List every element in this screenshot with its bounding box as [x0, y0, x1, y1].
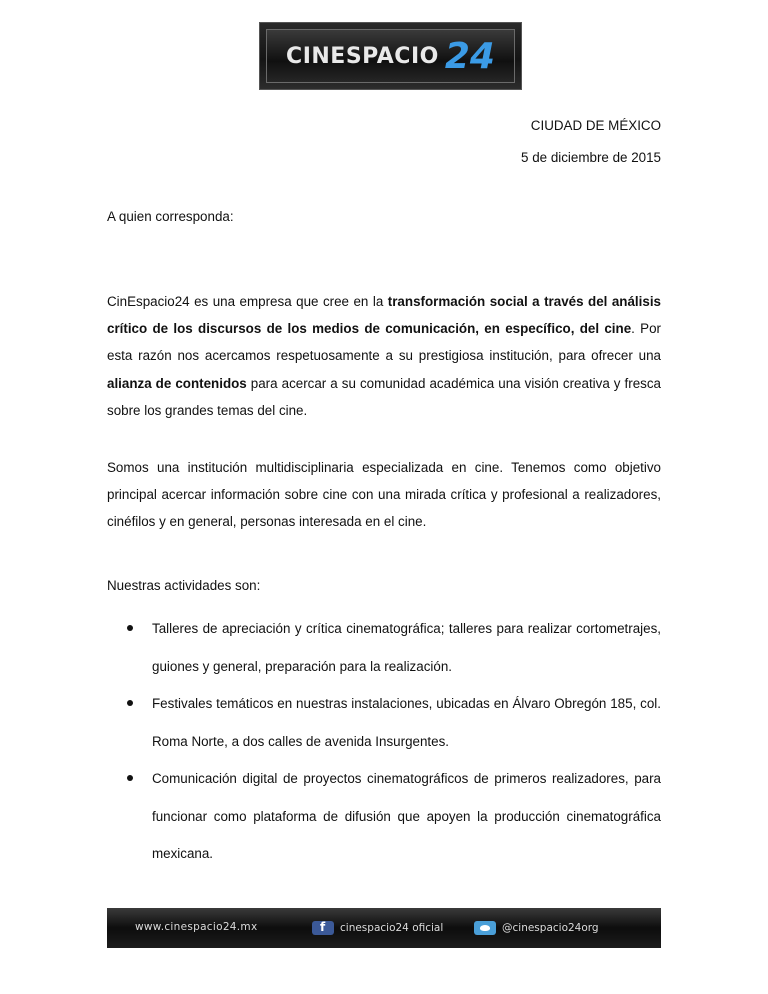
letter-date: 5 de diciembre de 2015 [521, 150, 661, 165]
paragraph-intro-text-1: CinEspacio24 es una empresa que cree en la [107, 294, 388, 309]
footer-twitter-label: @cinespacio24org [502, 922, 599, 934]
salutation: A quien corresponda: [107, 209, 234, 224]
paragraph-about: Somos una institución multidisciplinaria especializada en cine. Tenemos como objetivo principal acercar información sobre cine con una mirada crítica y profesional a realizadores, cinéfilos y en general, personas interesada en el cine. [107, 460, 661, 530]
logo-number: 24 [444, 35, 495, 77]
bullet-icon [127, 625, 133, 631]
list-item [107, 760, 661, 873]
activities-heading: Nuestras actividades son: [107, 578, 261, 593]
activity-text: Comunicación digital de proyectos cinematográficos de primeros realizadores, para funcionar como plataforma de difusión que apoyen la producción cinematográfica mexicana. [152, 771, 661, 861]
paragraph-intro-text-2: . Por esta razón nos acercamos respetuosamente a su prestigiosa institución, para ofrecer una [107, 321, 662, 364]
footer-website-link[interactable]: www.cinespacio24.mx [135, 921, 258, 933]
list-item [107, 610, 661, 685]
activities-list [107, 610, 661, 873]
list-item [107, 685, 661, 760]
activity-text: Festivales temáticos en nuestras instalaciones, ubicadas en Álvaro Obregón 185, col. Roma Norte, a dos calles de avenida Insurgentes. [152, 696, 661, 749]
activity-text: Talleres de apreciación y crítica cinematográfica; talleres para realizar cortometrajes, guiones y general, preparación para la realización. [152, 621, 661, 674]
footer-twitter-link[interactable] [474, 921, 599, 935]
bullet-icon [127, 775, 133, 781]
logo-text: CINESPACIO [286, 43, 439, 69]
bullet-icon [127, 700, 133, 706]
paragraph-intro-bold-1: transformación social a través del análisis crítico de los discursos de los medios de comunicación, en específico, del cine [107, 294, 661, 337]
facebook-icon [312, 921, 334, 935]
letter-city: CIUDAD DE MÉXICO [530, 118, 661, 133]
twitter-icon [474, 921, 496, 935]
footer-banner [107, 908, 661, 948]
footer-facebook-link[interactable] [312, 921, 443, 935]
paragraph-intro [107, 288, 661, 424]
paragraph-intro-bold-2: alianza de contenidos [107, 375, 247, 391]
footer-facebook-label: cinespacio24 oficial [340, 922, 444, 934]
logo-frame [266, 29, 515, 83]
cinespacio24-logo [259, 22, 522, 90]
paragraph-intro-text-3: para acercar a su comunidad académica una visión creativa y fresca sobre los grandes temas del cine. [107, 375, 661, 418]
